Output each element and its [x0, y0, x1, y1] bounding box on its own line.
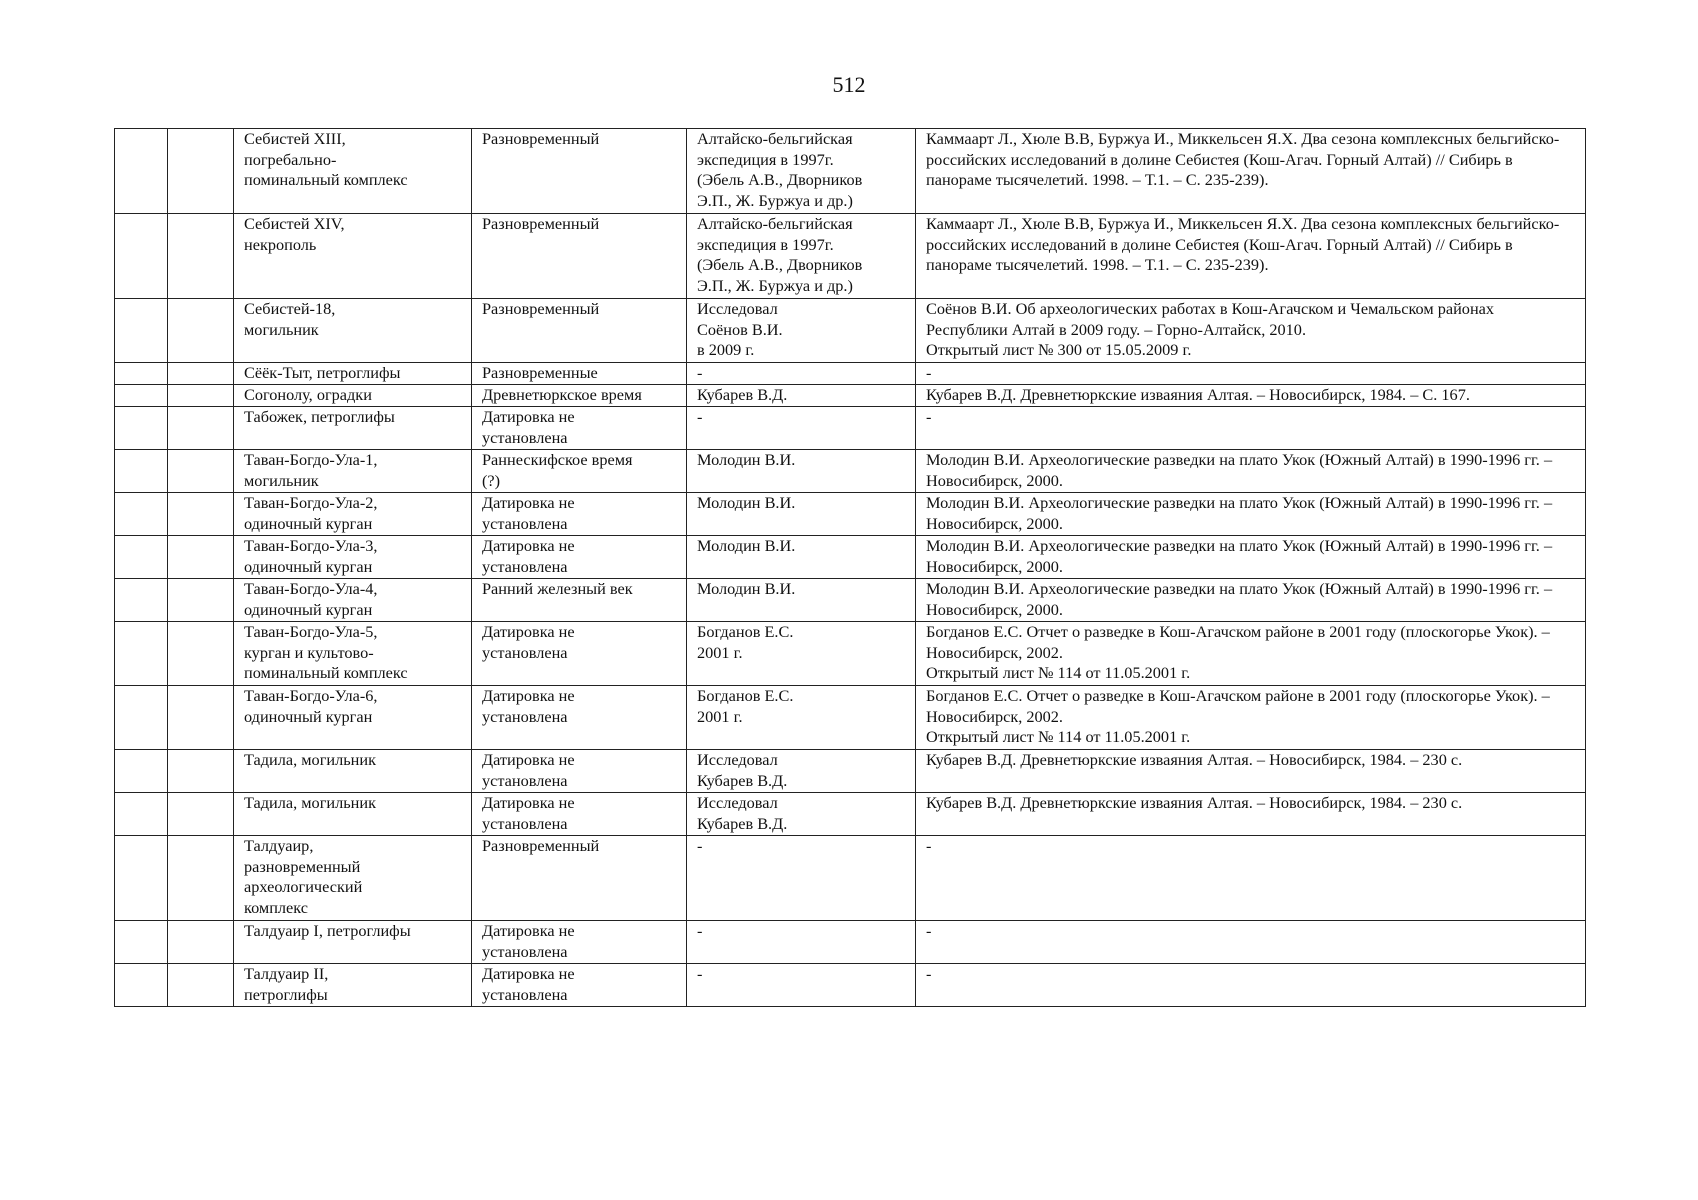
site-name-cell: Талдуаир II, петроглифы — [234, 964, 472, 1007]
site-name-cell: Себистей XIV, некрополь — [234, 214, 472, 299]
table-row — [115, 299, 1586, 363]
table-row — [115, 385, 1586, 407]
site-name-cell: Таван-Богдо-Ула-5, курган и культово- поминальный комплекс — [234, 622, 472, 686]
dating-cell: Датировка не установлена — [472, 493, 687, 536]
code-cell — [168, 964, 234, 1007]
researcher-cell: Исследовал Соёнов В.И. в 2009 г. — [687, 299, 916, 363]
code-cell — [168, 450, 234, 493]
site-name-cell: Тадила, могильник — [234, 793, 472, 836]
source-cell: Каммаарт Л., Хюле В.В, Буржуа И., Миккельсен Я.Х. Два сезона комплексных бельгийско-российских исследований в долине Себистея (Кош-Агач. Горный Алтай) // Сибирь в панораме тысячелетий. 1998. – Т.1. – С. 235-239). — [916, 129, 1586, 214]
researcher-cell: Исследовал Кубарев В.Д. — [687, 750, 916, 793]
table-row — [115, 964, 1586, 1007]
dating-cell: Датировка не установлена — [472, 536, 687, 579]
table-row — [115, 450, 1586, 493]
researcher-cell: Алтайско-бельгийская экспедиция в 1997г. (Эбель А.В., Дворников Э.П., Ж. Буржуа и др.) — [687, 129, 916, 214]
code-cell — [168, 579, 234, 622]
dating-cell: Разновременный — [472, 214, 687, 299]
dating-cell: Датировка не установлена — [472, 686, 687, 750]
source-cell: - — [916, 921, 1586, 964]
code-cell — [168, 686, 234, 750]
dating-cell: Разновременный — [472, 129, 687, 214]
source-cell: Молодин В.И. Археологические разведки на плато Укок (Южный Алтай) в 1990-1996 гг. – Новосибирск, 2000. — [916, 450, 1586, 493]
source-cell: Соёнов В.И. Об археологических работах в Кош-Агачском и Чемальском районах Республики Алтай в 2009 году. – Горно-Алтайск, 2010. Открытый лист № 300 от 15.05.2009 г. — [916, 299, 1586, 363]
table-row — [115, 750, 1586, 793]
dating-cell: Раннескифское время (?) — [472, 450, 687, 493]
table-row — [115, 214, 1586, 299]
code-cell — [168, 921, 234, 964]
source-cell: Молодин В.И. Археологические разведки на плато Укок (Южный Алтай) в 1990-1996 гг. – Новосибирск, 2000. — [916, 536, 1586, 579]
table-row — [115, 622, 1586, 686]
row-number-cell — [115, 299, 168, 363]
row-number-cell — [115, 964, 168, 1007]
source-cell: - — [916, 964, 1586, 1007]
table-row — [115, 579, 1586, 622]
site-name-cell: Таван-Богдо-Ула-1, могильник — [234, 450, 472, 493]
table-row — [115, 493, 1586, 536]
source-cell: - — [916, 836, 1586, 921]
source-cell: Богданов Е.С. Отчет о разведке в Кош-Агачском районе в 2001 году (плоскогорье Укок). – Новосибирск, 2002. Открытый лист № 114 от 11.05.2001 г. — [916, 622, 1586, 686]
table-row — [115, 686, 1586, 750]
row-number-cell — [115, 793, 168, 836]
researcher-cell: Алтайско-бельгийская экспедиция в 1997г. (Эбель А.В., Дворников Э.П., Ж. Буржуа и др.) — [687, 214, 916, 299]
code-cell — [168, 793, 234, 836]
table-row — [115, 921, 1586, 964]
table-row — [115, 836, 1586, 921]
row-number-cell — [115, 579, 168, 622]
dating-cell: Ранний железный век — [472, 579, 687, 622]
code-cell — [168, 385, 234, 407]
row-number-cell — [115, 921, 168, 964]
code-cell — [168, 299, 234, 363]
dating-cell: Разновременный — [472, 299, 687, 363]
dating-cell: Датировка не установлена — [472, 964, 687, 1007]
code-cell — [168, 363, 234, 385]
source-cell: Кубарев В.Д. Древнетюркские изваяния Алтая. – Новосибирск, 1984. – 230 с. — [916, 750, 1586, 793]
site-name-cell: Тадила, могильник — [234, 750, 472, 793]
researcher-cell: Кубарев В.Д. — [687, 385, 916, 407]
dating-cell: Датировка не установлена — [472, 750, 687, 793]
table-row — [115, 363, 1586, 385]
row-number-cell — [115, 407, 168, 450]
code-cell — [168, 750, 234, 793]
researcher-cell: - — [687, 964, 916, 1007]
dating-cell: Датировка не установлена — [472, 622, 687, 686]
researcher-cell: - — [687, 836, 916, 921]
site-name-cell: Талдуаир I, петроглифы — [234, 921, 472, 964]
row-number-cell — [115, 493, 168, 536]
source-cell: Богданов Е.С. Отчет о разведке в Кош-Агачском районе в 2001 году (плоскогорье Укок). – Новосибирск, 2002. Открытый лист № 114 от 11.05.2001 г. — [916, 686, 1586, 750]
dating-cell: Разновременный — [472, 836, 687, 921]
source-cell: Кубарев В.Д. Древнетюркские изваяния Алтая. – Новосибирск, 1984. – С. 167. — [916, 385, 1586, 407]
researcher-cell: - — [687, 407, 916, 450]
source-cell: Молодин В.И. Археологические разведки на плато Укок (Южный Алтай) в 1990-1996 гг. – Новосибирск, 2000. — [916, 493, 1586, 536]
row-number-cell — [115, 750, 168, 793]
row-number-cell — [115, 129, 168, 214]
researcher-cell: - — [687, 921, 916, 964]
source-cell: Молодин В.И. Археологические разведки на плато Укок (Южный Алтай) в 1990-1996 гг. – Новосибирск, 2000. — [916, 579, 1586, 622]
table-row — [115, 129, 1586, 214]
row-number-cell — [115, 363, 168, 385]
source-cell: - — [916, 363, 1586, 385]
researcher-cell: Богданов Е.С. 2001 г. — [687, 622, 916, 686]
table-row — [115, 407, 1586, 450]
source-cell: - — [916, 407, 1586, 450]
code-cell — [168, 407, 234, 450]
site-name-cell: Сёёк-Тыт, петроглифы — [234, 363, 472, 385]
researcher-cell: - — [687, 363, 916, 385]
code-cell — [168, 129, 234, 214]
dating-cell: Датировка не установлена — [472, 407, 687, 450]
row-number-cell — [115, 450, 168, 493]
code-cell — [168, 493, 234, 536]
code-cell — [168, 622, 234, 686]
dating-cell: Разновременные — [472, 363, 687, 385]
site-name-cell: Таван-Богдо-Ула-2, одиночный курган — [234, 493, 472, 536]
site-name-cell: Себистей XIII, погребально- поминальный комплекс — [234, 129, 472, 214]
row-number-cell — [115, 836, 168, 921]
page-number: 512 — [832, 72, 866, 97]
source-cell: Кубарев В.Д. Древнетюркские изваяния Алтая. – Новосибирск, 1984. – 230 с. — [916, 793, 1586, 836]
dating-cell: Датировка не установлена — [472, 921, 687, 964]
site-name-cell: Таван-Богдо-Ула-3, одиночный курган — [234, 536, 472, 579]
row-number-cell — [115, 686, 168, 750]
site-name-cell: Себистей-18, могильник — [234, 299, 472, 363]
table-row — [115, 536, 1586, 579]
row-number-cell — [115, 536, 168, 579]
row-number-cell — [115, 622, 168, 686]
code-cell — [168, 836, 234, 921]
site-name-cell: Таван-Богдо-Ула-6, одиночный курган — [234, 686, 472, 750]
researcher-cell: Исследовал Кубарев В.Д. — [687, 793, 916, 836]
site-name-cell: Согонолу, оградки — [234, 385, 472, 407]
dating-cell: Древнетюркское время — [472, 385, 687, 407]
sites-table — [114, 128, 1586, 1007]
researcher-cell: Молодин В.И. — [687, 579, 916, 622]
table-row — [115, 793, 1586, 836]
row-number-cell — [115, 385, 168, 407]
source-cell: Каммаарт Л., Хюле В.В, Буржуа И., Миккельсен Я.Х. Два сезона комплексных бельгийско-российских исследований в долине Себистея (Кош-Агач. Горный Алтай) // Сибирь в панораме тысячелетий. 1998. – Т.1. – С. 235-239). — [916, 214, 1586, 299]
code-cell — [168, 214, 234, 299]
dating-cell: Датировка не установлена — [472, 793, 687, 836]
researcher-cell: Молодин В.И. — [687, 536, 916, 579]
researcher-cell: Молодин В.И. — [687, 450, 916, 493]
row-number-cell — [115, 214, 168, 299]
site-name-cell: Талдуаир, разновременный археологический комплекс — [234, 836, 472, 921]
code-cell — [168, 536, 234, 579]
site-name-cell: Табожек, петроглифы — [234, 407, 472, 450]
site-name-cell: Таван-Богдо-Ула-4, одиночный курган — [234, 579, 472, 622]
researcher-cell: Богданов Е.С. 2001 г. — [687, 686, 916, 750]
researcher-cell: Молодин В.И. — [687, 493, 916, 536]
